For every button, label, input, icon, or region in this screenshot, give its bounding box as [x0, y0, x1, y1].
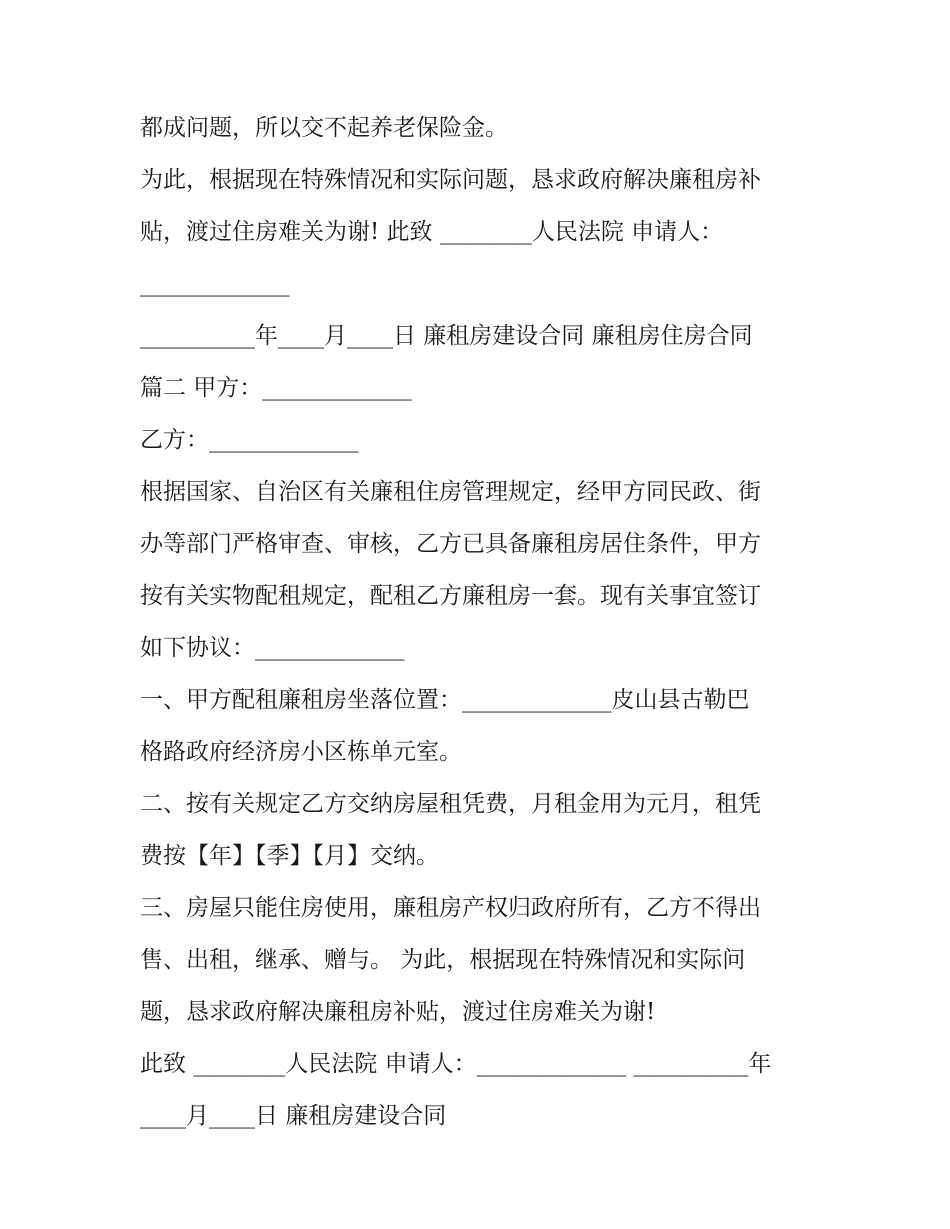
- text-line: 如下协议：_____________: [140, 635, 405, 661]
- text-line: 售、出租，继承、赠与。 为此，根据现在特殊情况和实际问: [140, 947, 746, 973]
- closing-line: 此致 ________人民法院 申请人：_____________ __________年: [140, 1051, 772, 1077]
- text-line: 办等部门严格审查、审核，乙方已具备廉租房居住条件，甲方: [140, 531, 761, 557]
- clause-2-line: 二、按有关规定乙方交纳房屋租凭费，月租金用为元月，租凭: [140, 791, 761, 817]
- party-b-line: 乙方：_____________: [140, 427, 359, 453]
- text-line: 都成问题，所以交不起养老保险金。: [140, 115, 508, 141]
- clause-3-line: 三、房屋只能住房使用，廉租房产权归政府所有，乙方不得出: [140, 895, 761, 921]
- document-body: [140, 102, 820, 1142]
- signature-blank-line: _____________: [140, 271, 290, 297]
- text-line: 费按【年】【季】【月】交纳。: [140, 843, 439, 869]
- text-line: 为此，根据现在特殊情况和实际问题，恳求政府解决廉租房补: [140, 167, 761, 193]
- text-line: 按有关实物配租规定，配租乙方廉租房一套。现有关事宜签订: [140, 583, 761, 609]
- party-a-line: 篇二 甲方：_____________: [140, 375, 412, 401]
- date-line: ____月____日 廉租房建设合同: [140, 1103, 447, 1129]
- text-line: 格路政府经济房小区栋单元室。: [140, 739, 462, 765]
- clause-1-line: 一、甲方配租廉租房坐落位置：_____________皮山县古勒巴: [140, 687, 750, 713]
- text-line: 题，恳求政府解决廉租房补贴，渡过住房难关为谢!: [140, 999, 656, 1025]
- date-line: __________年____月____日 廉租房建设合同 廉租房住房合同: [140, 323, 753, 349]
- text-line: 贴，渡过住房难关为谢! 此致 ________人民法院 申请人：: [140, 219, 724, 245]
- text-line: 根据国家、自治区有关廉租住房管理规定，经甲方同民政、街: [140, 479, 761, 505]
